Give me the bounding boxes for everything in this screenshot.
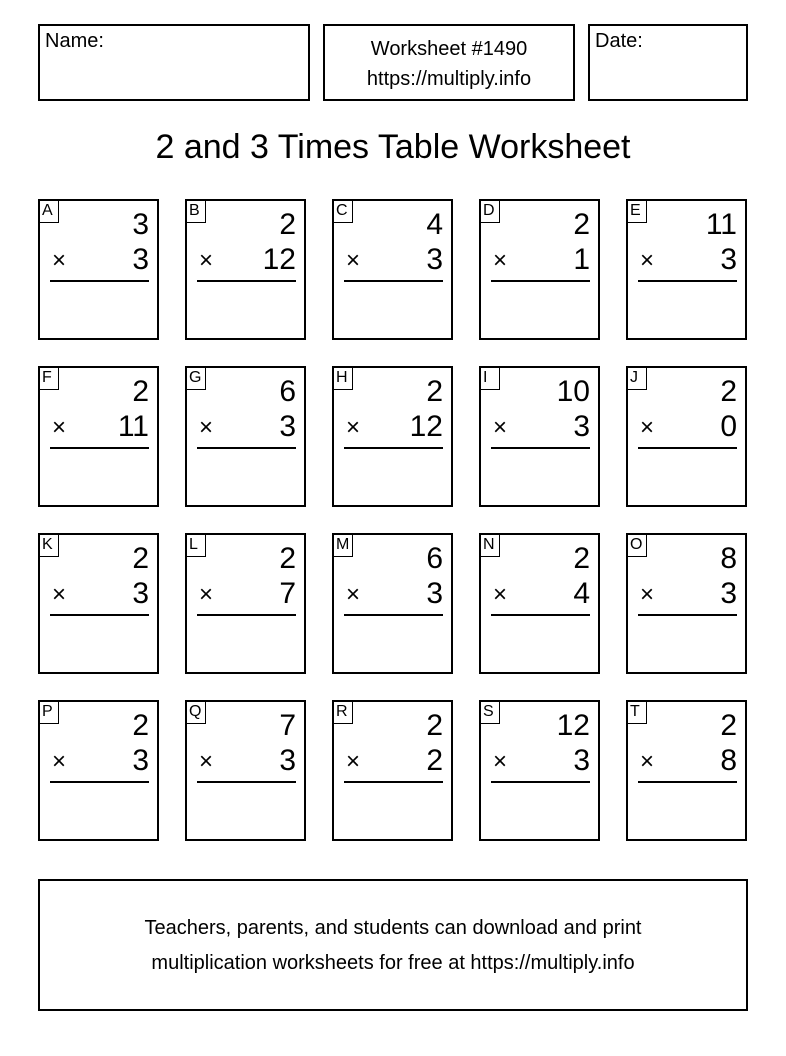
multiply-sign: × — [52, 581, 67, 608]
worksheet-number: Worksheet #1490 — [370, 38, 528, 60]
multiplier: 3 — [573, 410, 590, 443]
multiplicand: 2 — [426, 375, 443, 408]
problem-box — [38, 533, 159, 674]
name-field-box — [38, 24, 310, 101]
problem-letter: N — [481, 535, 500, 557]
multiply-sign: × — [199, 581, 214, 608]
multiplier: 3 — [720, 243, 737, 276]
problem-letter: D — [481, 201, 500, 223]
multiplier: 7 — [279, 577, 296, 610]
answer-line — [344, 781, 443, 783]
multiplicand: 2 — [279, 208, 296, 241]
multiply-sign: × — [199, 247, 214, 274]
multiplier: 1 — [573, 243, 590, 276]
date-field-box — [588, 24, 748, 101]
answer-line — [638, 614, 737, 616]
problem-box — [38, 700, 159, 841]
problem-box — [332, 199, 453, 340]
multiplier: 2 — [426, 744, 443, 777]
page-title: 2 and 3 Times Table Worksheet — [155, 128, 631, 166]
multiply-sign: × — [346, 581, 361, 608]
date-label: Date: — [595, 30, 643, 52]
problem-box — [185, 199, 306, 340]
problem-box — [332, 366, 453, 507]
multiply-sign: × — [199, 748, 214, 775]
multiplicand: 2 — [132, 542, 149, 575]
problem-letter: A — [40, 201, 59, 223]
problem-letter: Q — [187, 702, 206, 724]
footer-line-2: multiplication worksheets for free at https://multiply.info — [151, 952, 635, 974]
multiply-sign: × — [493, 414, 508, 441]
problem-box — [479, 366, 600, 507]
answer-line — [638, 280, 737, 282]
problem-letter: M — [334, 535, 353, 557]
answer-line — [491, 614, 590, 616]
problem-box — [626, 533, 747, 674]
multiplier: 0 — [720, 410, 737, 443]
answer-line — [344, 614, 443, 616]
problem-box — [479, 199, 600, 340]
multiplicand: 2 — [720, 709, 737, 742]
multiplicand: 3 — [132, 208, 149, 241]
problem-box — [479, 533, 600, 674]
multiply-sign: × — [640, 748, 655, 775]
multiply-sign: × — [640, 414, 655, 441]
problem-letter: I — [481, 368, 500, 390]
problem-box — [38, 199, 159, 340]
multiplier: 8 — [720, 744, 737, 777]
problem-letter: S — [481, 702, 500, 724]
multiplicand: 6 — [279, 375, 296, 408]
multiplier: 12 — [262, 243, 296, 276]
multiply-sign: × — [52, 748, 67, 775]
multiply-sign: × — [493, 748, 508, 775]
problem-letter: C — [334, 201, 353, 223]
problem-letter: G — [187, 368, 206, 390]
problem-letter: O — [628, 535, 647, 557]
problem-letter: F — [40, 368, 59, 390]
multiply-sign: × — [52, 247, 67, 274]
problem-box — [479, 700, 600, 841]
multiplier: 3 — [132, 744, 149, 777]
multiplicand: 12 — [556, 709, 590, 742]
answer-line — [197, 280, 296, 282]
answer-line — [197, 447, 296, 449]
answer-line — [50, 447, 149, 449]
problem-letter: B — [187, 201, 206, 223]
problem-letter: K — [40, 535, 59, 557]
answer-line — [197, 781, 296, 783]
name-label: Name: — [45, 30, 104, 52]
answer-line — [344, 280, 443, 282]
problem-box — [626, 700, 747, 841]
footer-line-1: Teachers, parents, and students can download and print — [144, 917, 642, 939]
answer-line — [50, 781, 149, 783]
problem-box — [185, 700, 306, 841]
multiply-sign: × — [640, 247, 655, 274]
answer-line — [197, 614, 296, 616]
multiplicand: 11 — [705, 208, 737, 241]
problem-box — [332, 533, 453, 674]
multiplier: 3 — [132, 577, 149, 610]
multiplier: 3 — [426, 577, 443, 610]
multiplicand: 2 — [132, 709, 149, 742]
worksheet-url: https://multiply.info — [366, 68, 532, 90]
multiplier: 3 — [720, 577, 737, 610]
problem-box — [185, 366, 306, 507]
multiply-sign: × — [346, 748, 361, 775]
problem-box — [626, 199, 747, 340]
problem-letter: H — [334, 368, 353, 390]
multiply-sign: × — [493, 581, 508, 608]
multiplier: 3 — [279, 410, 296, 443]
multiplier: 3 — [279, 744, 296, 777]
multiplier: 3 — [132, 243, 149, 276]
multiply-sign: × — [493, 247, 508, 274]
multiply-sign: × — [346, 414, 361, 441]
multiplicand: 2 — [573, 208, 590, 241]
multiply-sign: × — [52, 414, 67, 441]
multiplicand: 2 — [279, 542, 296, 575]
multiplicand: 6 — [426, 542, 443, 575]
multiplicand: 2 — [573, 542, 590, 575]
answer-line — [491, 447, 590, 449]
problem-box — [332, 700, 453, 841]
multiplicand: 2 — [132, 375, 149, 408]
worksheet-info-box — [323, 24, 575, 101]
problem-letter: J — [628, 368, 647, 390]
answer-line — [344, 447, 443, 449]
answer-line — [50, 280, 149, 282]
multiplicand: 8 — [720, 542, 737, 575]
answer-line — [638, 781, 737, 783]
answer-line — [638, 447, 737, 449]
problem-box — [38, 366, 159, 507]
problem-letter: E — [628, 201, 647, 223]
multiplier: 4 — [573, 577, 590, 610]
multiplier: 11 — [117, 410, 149, 443]
multiplicand: 10 — [556, 375, 590, 408]
multiplicand: 7 — [279, 709, 296, 742]
multiplicand: 4 — [426, 208, 443, 241]
multiply-sign: × — [346, 247, 361, 274]
answer-line — [50, 614, 149, 616]
footer-box — [38, 879, 748, 1011]
problem-letter: L — [187, 535, 206, 557]
answer-line — [491, 280, 590, 282]
multiplier: 3 — [426, 243, 443, 276]
problem-box — [626, 366, 747, 507]
multiply-sign: × — [199, 414, 214, 441]
problem-letter: T — [628, 702, 647, 724]
problem-letter: R — [334, 702, 353, 724]
multiply-sign: × — [640, 581, 655, 608]
problem-letter: P — [40, 702, 59, 724]
multiplicand: 2 — [720, 375, 737, 408]
problem-box — [185, 533, 306, 674]
multiplier: 12 — [409, 410, 443, 443]
multiplicand: 2 — [426, 709, 443, 742]
multiplier: 3 — [573, 744, 590, 777]
answer-line — [491, 781, 590, 783]
